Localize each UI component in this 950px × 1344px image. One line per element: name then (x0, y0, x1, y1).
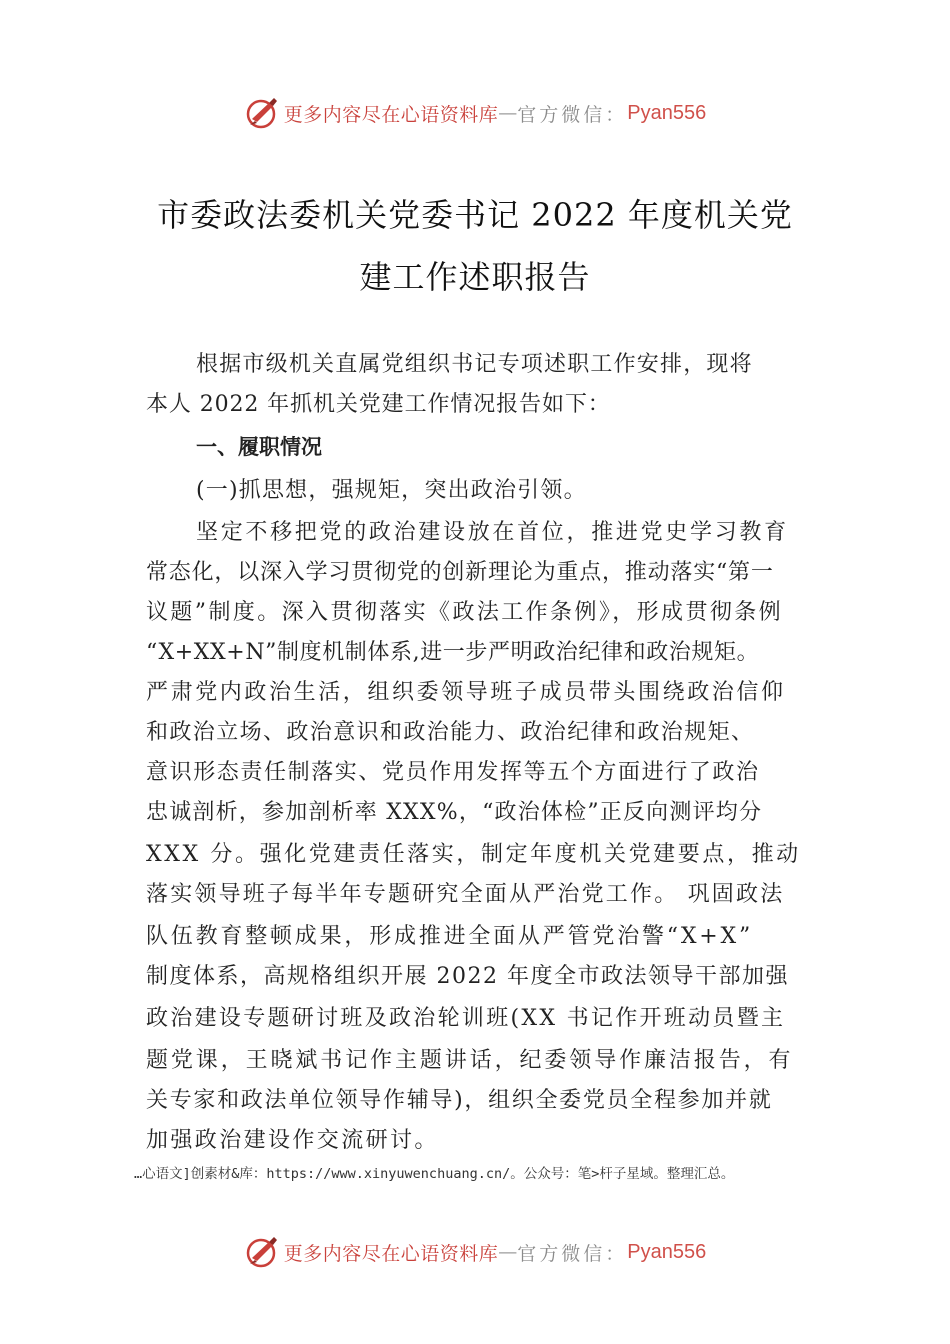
body-line-13: 落实领导班子每半年专题研究全面从严治党工作。 巩固政法 (146, 882, 785, 907)
body-line-14: 队伍教育整顿成果，形成推进全面从严管党治警“X+X” (146, 924, 754, 949)
body-line-0: 根据市级机关直属党组织书记专项述职工作安排，现将 (196, 352, 753, 377)
banner-brand-text: 更多内容尽在心语资料库 (283, 1242, 499, 1265)
body-line-17: 题党课，王晓斌书记作主题讲话，纪委领导作廉洁报告，有 (146, 1048, 794, 1073)
body-line-5: 常态化，以深入学习贯彻党的创新理论为重点，推动落实“第一 (146, 560, 774, 585)
title-line-1: 市委政法委机关党委书记 2022 年度机关党 (157, 196, 793, 234)
body-line-19: 加强政治建设作交流研讨。 (146, 1128, 439, 1153)
body-line-18: 关专家和政法单位领导作辅导)，组织全委党员全程参加并就 (146, 1088, 773, 1113)
body-line-10: 意识形态责任制落实、党员作用发挥等五个方面进行了政治 (146, 760, 760, 785)
subsection-heading: (一)抓思想，强规矩，突出政治引领。 (196, 478, 587, 503)
body-line-12: XXX 分。强化党建责任落实，制定年度机关党建要点，推动 (146, 842, 801, 867)
footer-banner (0, 1232, 950, 1272)
body-line-6: 议题”制度。深入贯彻落实《政法工作条例》，形成贯彻条例 (146, 600, 784, 625)
body-line-7: “X+XX+N”制度机制体系,进一步严明政治纪律和政治规矩。 (146, 640, 760, 665)
header-banner (0, 93, 950, 133)
body-line-15: 制度体系，高规格组织开展 2022 年度全市政法领导干部加强 (146, 964, 789, 989)
banner-separator: — (498, 102, 518, 124)
body-line-1: 本人 2022 年抓机关党建工作情况报告如下： (146, 392, 611, 417)
title-line-2: 建工作述职报告 (359, 258, 591, 296)
banner-wechat-id: Pyan556 (627, 1240, 707, 1263)
brush-logo-icon (244, 95, 280, 131)
banner-wechat-label: 官方微信： (517, 103, 628, 126)
banner-separator: — (498, 1241, 518, 1263)
banner-wechat-label: 官方微信： (517, 1242, 628, 1265)
document-title (120, 184, 830, 308)
body-line-8: 严肃党内政治生活，组织委领导班子成员带头围绕政治信仰 (146, 680, 786, 705)
body-line-11: 忠诚剖析，参加剖析率 XXX%，“政治体检”正反向测评均分 (146, 800, 763, 825)
brush-logo-icon (244, 1234, 280, 1270)
banner-brand-text: 更多内容尽在心语资料库 (283, 103, 499, 126)
banner-wechat-id: Pyan556 (627, 101, 707, 124)
body-line-16: 政治建设专题研讨班及政治轮训班(XX 书记作开班动员暨主 (146, 1006, 786, 1031)
section-heading: 一、履职情况 (196, 435, 322, 459)
source-footnote: …心语文]创素材&库：https://www.xinyuwenchuang.cn/。公众号：笔>杆子星域。整理汇总。 (134, 1166, 735, 1182)
body-line-4: 坚定不移把党的政治建设放在首位，推进党史学习教育 (196, 520, 789, 545)
body-line-9: 和政治立场、政治意识和政治能力、政治纪律和政治规矩、 (146, 720, 755, 745)
